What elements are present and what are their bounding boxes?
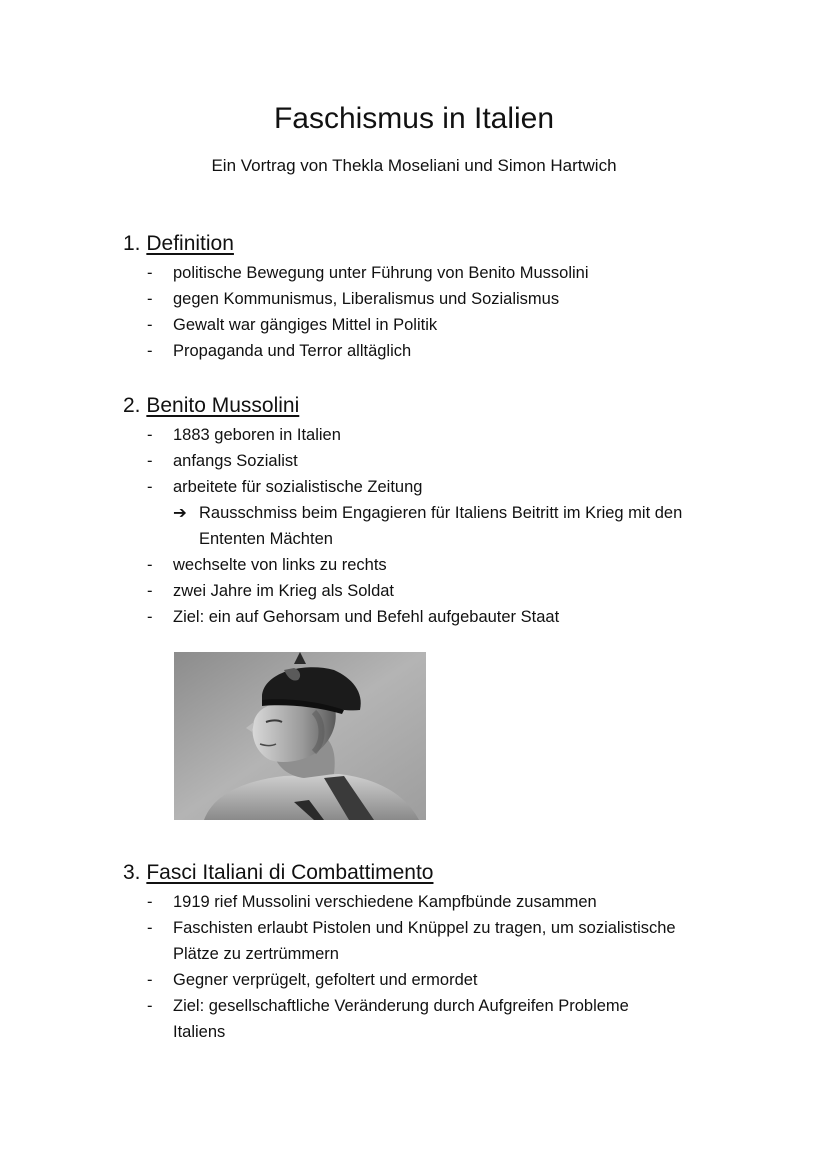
- bullet-dash: -: [147, 264, 153, 282]
- list-item: [0, 993, 828, 1019]
- section-heading: [123, 859, 433, 887]
- list-item: [0, 967, 828, 993]
- section-title: Definition: [146, 232, 234, 255]
- bullet-dash: -: [147, 971, 153, 989]
- list-item: [0, 260, 828, 286]
- list-item: [0, 338, 828, 364]
- list-item: [0, 422, 828, 448]
- list-item-text: politische Bewegung unter Führung von Benito Mussolini: [173, 264, 589, 282]
- bullet-dash: -: [147, 316, 153, 334]
- list-item-text: Italiens: [173, 1023, 226, 1041]
- section-title: Benito Mussolini: [146, 394, 300, 417]
- list-item: [0, 474, 828, 500]
- list-item: [0, 552, 828, 578]
- list-item: [0, 915, 828, 941]
- section-heading: [123, 392, 299, 420]
- bullet-dash: -: [147, 997, 153, 1015]
- list-item: [0, 604, 828, 630]
- bullet-dash: -: [147, 478, 153, 496]
- bullet-dash: -: [147, 342, 153, 360]
- list-item: [0, 448, 828, 474]
- list-item-text: wechselte von links zu rechts: [173, 556, 387, 574]
- list-item-text: gegen Kommunismus, Liberalismus und Sozialismus: [173, 290, 560, 308]
- list-item-text: anfangs Sozialist: [173, 452, 298, 470]
- list-item-text: Ziel: gesellschaftliche Veränderung durch Aufgreifen Probleme: [173, 997, 629, 1015]
- bullet-dash: -: [147, 608, 153, 626]
- bullet-dash: -: [147, 893, 153, 911]
- section-heading: [123, 230, 234, 258]
- bullet-dash: -: [147, 290, 153, 308]
- list-item-text: Gegner verprügelt, gefoltert und ermordet: [173, 971, 478, 989]
- section-number: 2.: [123, 394, 141, 417]
- list-item-text: Plätze zu zertrümmern: [173, 945, 339, 963]
- list-item: [0, 286, 828, 312]
- sub-item-text: Rausschmiss beim Engagieren für Italiens Beitritt im Krieg mit den: [199, 504, 683, 522]
- bullet-dash: -: [147, 919, 153, 937]
- bullet-list: [0, 422, 828, 630]
- bullet-dash: -: [147, 426, 153, 444]
- bullet-dash: -: [147, 452, 153, 470]
- list-item-text: arbeitete für sozialistische Zeitung: [173, 478, 423, 496]
- list-item-text: zwei Jahre im Krieg als Soldat: [173, 582, 395, 600]
- section-number: 1.: [123, 232, 141, 255]
- list-item-text: Gewalt war gängiges Mittel in Politik: [173, 316, 438, 334]
- list-item: [0, 312, 828, 338]
- portrait-illustration: [174, 652, 426, 820]
- list-item-text: Faschisten erlaubt Pistolen und Knüppel zu tragen, um sozialistische: [173, 919, 676, 937]
- list-item: [0, 889, 828, 915]
- sub-list-item: [0, 500, 828, 526]
- list-item-text: 1883 geboren in Italien: [173, 426, 341, 444]
- page-title: Faschismus in Italien: [273, 102, 555, 135]
- sub-list-item-continued: [0, 526, 828, 552]
- section-number: 3.: [123, 861, 141, 884]
- list-item: [0, 578, 828, 604]
- bullet-dash: -: [147, 582, 153, 600]
- list-item-text: Propaganda und Terror alltäglich: [173, 342, 412, 360]
- list-item-continued: [0, 1019, 828, 1045]
- section-title: Fasci Italiani di Combattimento: [146, 861, 434, 884]
- bullet-list: [0, 260, 828, 364]
- bullet-dash: -: [147, 556, 153, 574]
- list-item-continued: [0, 941, 828, 967]
- list-item-text: Ziel: ein auf Gehorsam und Befehl aufgebauter Staat: [173, 608, 560, 626]
- page-subtitle: Ein Vortrag von Thekla Moseliani und Simon Hartwich: [211, 156, 617, 175]
- list-item-text: 1919 rief Mussolini verschiedene Kampfbünde zusammen: [173, 893, 597, 911]
- arrow-right-icon: ➔: [173, 504, 187, 522]
- bullet-list: [0, 889, 828, 1045]
- portrait-photo: [174, 652, 426, 820]
- sub-item-text: Ententen Mächten: [199, 530, 333, 548]
